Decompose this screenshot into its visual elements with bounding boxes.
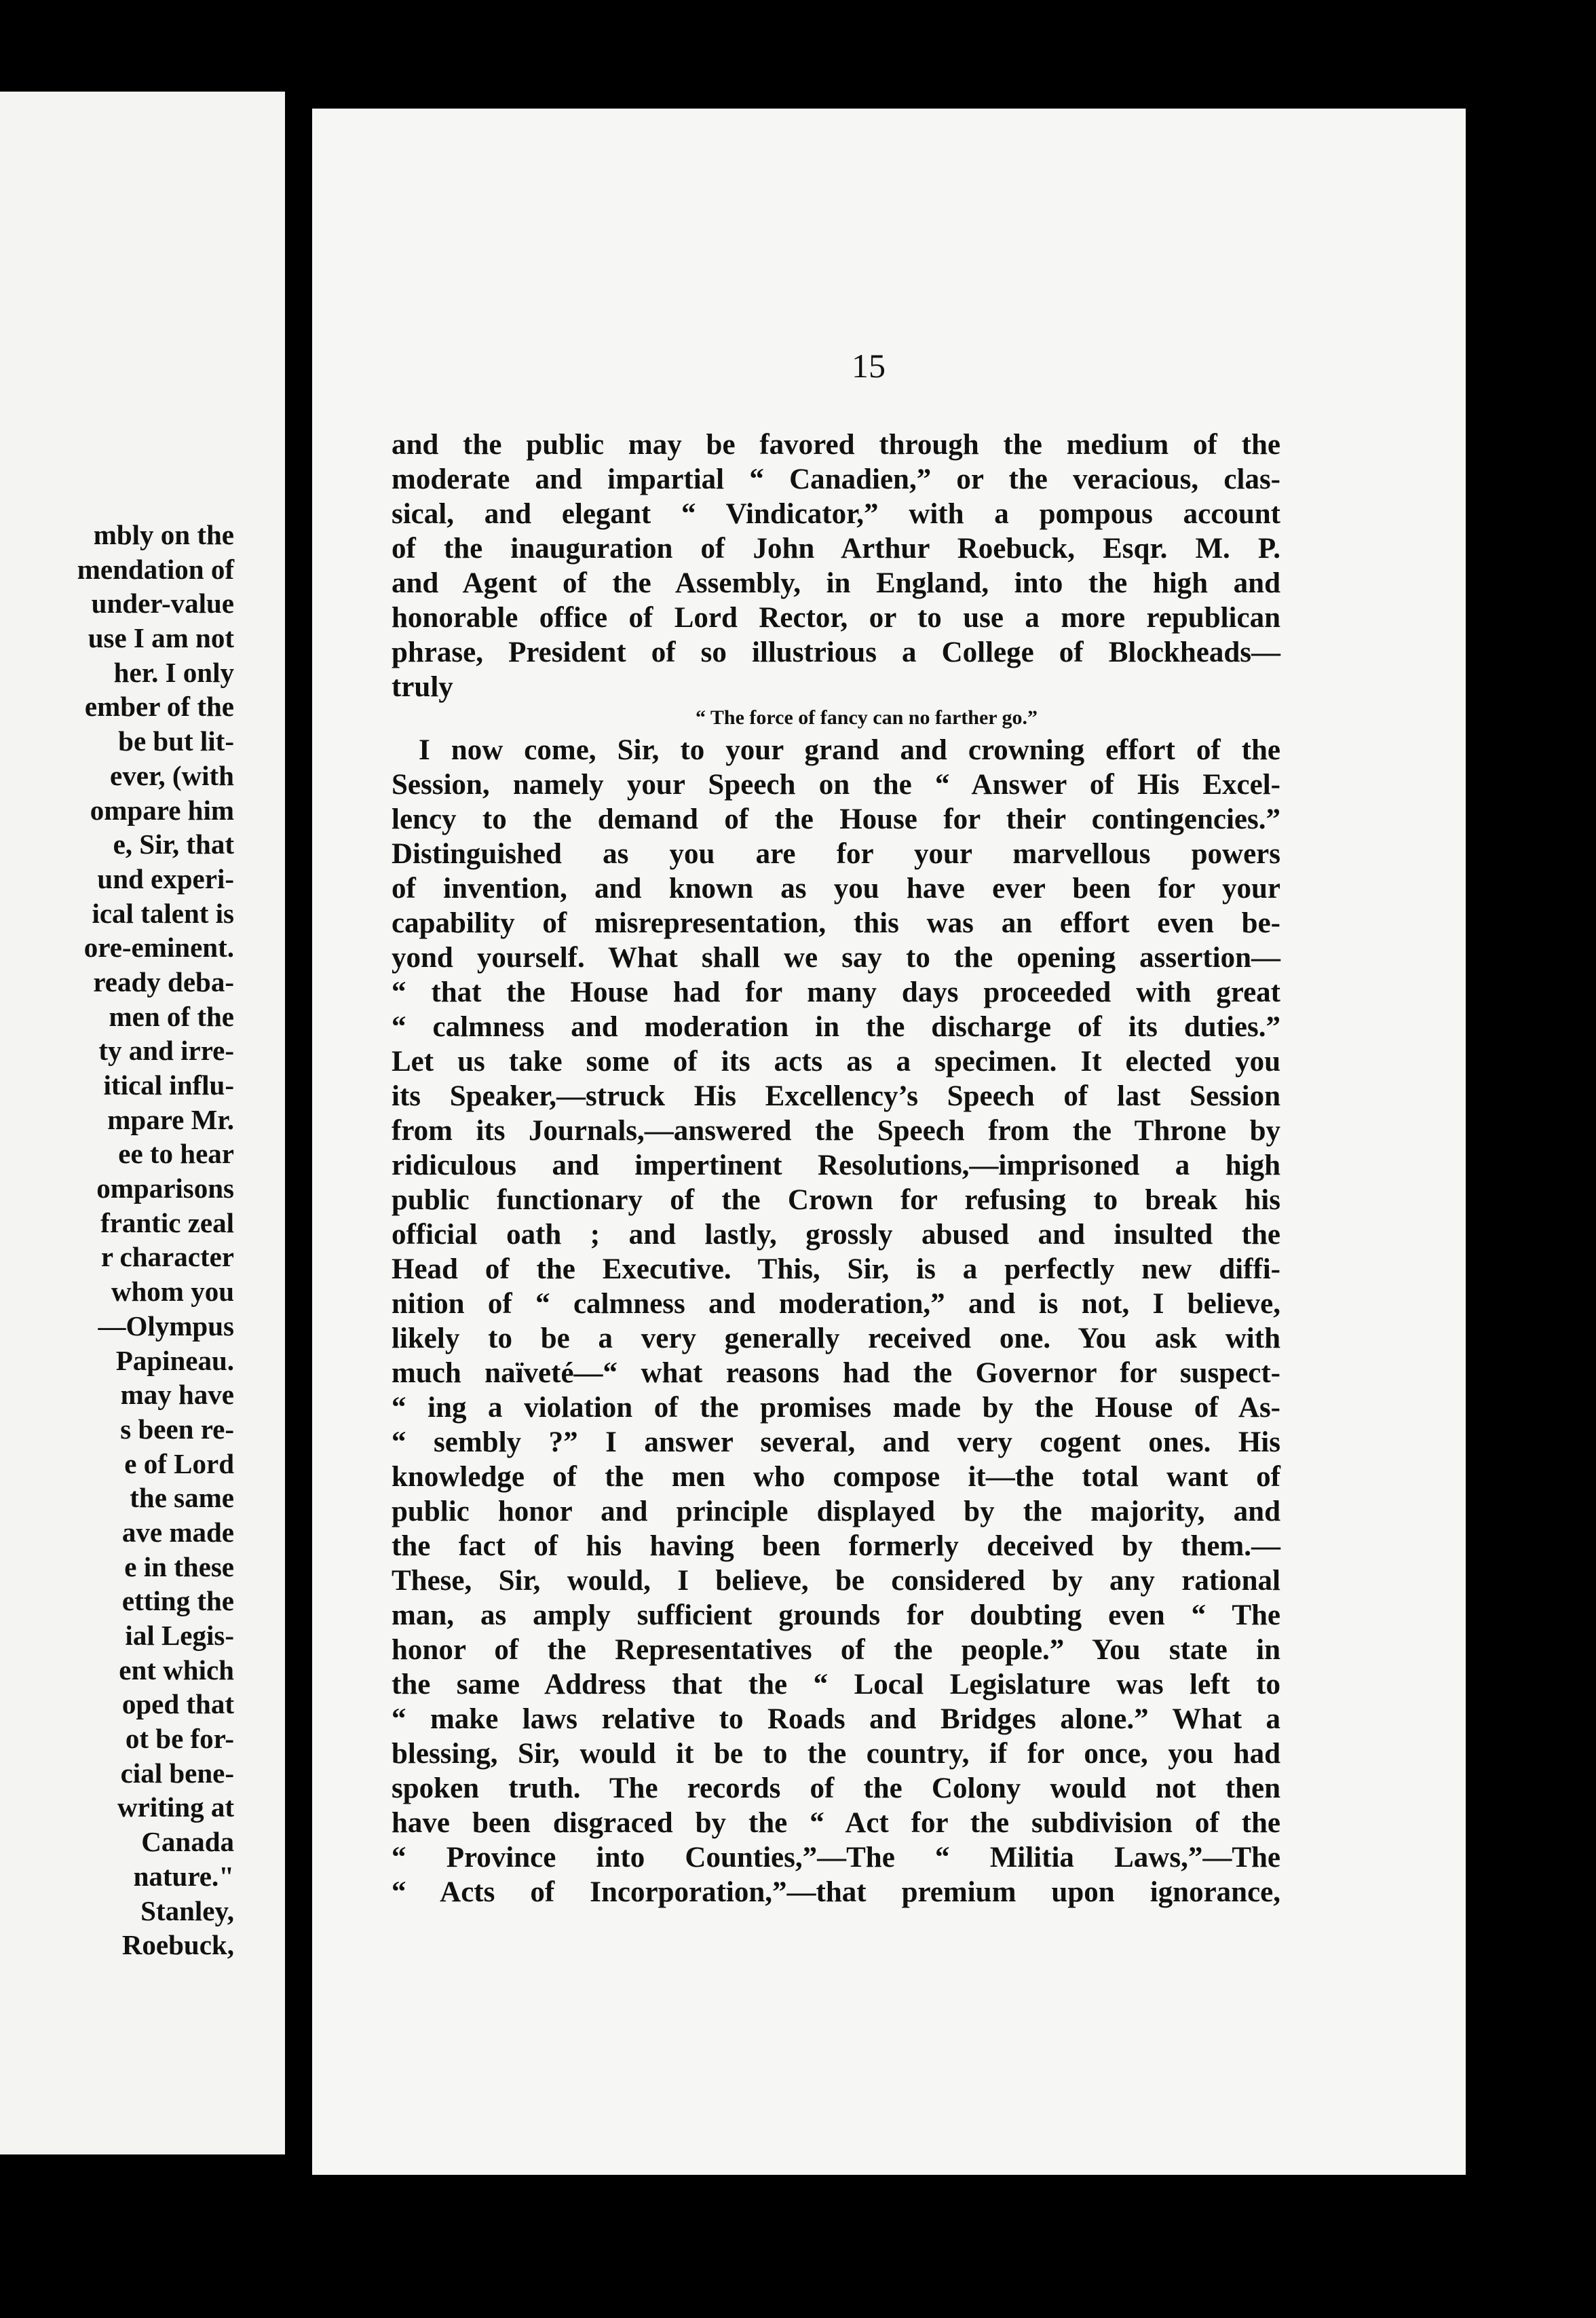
- left-text-line: etting the: [121, 1585, 234, 1617]
- left-text-line: ical talent is: [92, 897, 234, 929]
- left-text-line: mbly on the: [93, 519, 234, 550]
- left-text-line: the same: [130, 1482, 234, 1514]
- text-line: likely to be a very generally received one. You ask with: [392, 1323, 1280, 1354]
- text-line: man, as amply sufficient grounds for doubting even “ The: [392, 1599, 1280, 1631]
- text-line: Head of the Executive. This, Sir, is a perfectly new diffi-: [392, 1253, 1280, 1285]
- text-line: “ make laws relative to Roads and Bridges alone.” What a: [392, 1703, 1280, 1735]
- text-line: capability of misrepresentation, this was an effort even be-: [392, 907, 1280, 939]
- paragraph-continued: [392, 428, 1280, 704]
- text-line: “ sembly ?” I answer several, and very cogent ones. His: [392, 1426, 1280, 1458]
- text-line: of the inauguration of John Arthur Roebuck, Esqr. M. P.: [392, 533, 1280, 565]
- paragraph-main: [392, 733, 1280, 1910]
- left-text-line: under-value: [91, 588, 234, 620]
- text-line: spoken truth. The records of the Colony would not then: [392, 1772, 1280, 1804]
- left-text-line: oped that: [121, 1688, 234, 1720]
- left-text-line: ave made: [121, 1516, 234, 1548]
- left-text-line: omparisons: [96, 1173, 234, 1204]
- left-text-line: her. I only: [113, 656, 234, 688]
- text-line: “ calmness and moderation in the discharge of its duties.”: [392, 1011, 1280, 1043]
- text-line: phrase, President of so illustrious a College of Blockheads—: [392, 636, 1280, 668]
- left-text-line: nature.": [133, 1860, 234, 1892]
- left-text-line: e, Sir, that: [113, 829, 234, 860]
- left-text-line: ore-eminent.: [83, 932, 234, 964]
- text-line: moderate and impartial “ Canadien,” or the veracious, clas-: [392, 463, 1280, 495]
- text-line: public honor and principle displayed by the majority, and: [392, 1496, 1280, 1527]
- text-line: Let us take some of its acts as a specimen. It elected you: [392, 1046, 1280, 1078]
- text-line: public functionary of the Crown for refusing to break his: [392, 1184, 1280, 1216]
- left-text-line: cial bene-: [120, 1757, 234, 1789]
- text-line: honorable office of Lord Rector, or to use a more republican: [392, 602, 1280, 634]
- left-text-line: Stanley,: [140, 1895, 234, 1926]
- text-line: sical, and elegant “ Vindicator,” with a pompous account: [392, 498, 1280, 530]
- left-text-line: mpare Mr.: [107, 1103, 234, 1135]
- text-line: “ Province into Counties,”—The “ Militia Laws,”—The: [392, 1842, 1280, 1874]
- text-line: much naïveté—“ what reasons had the Governor for suspect-: [392, 1357, 1280, 1389]
- text-line: its Speaker,—struck His Excellency’s Speech of last Session: [392, 1080, 1280, 1112]
- text-line: the fact of his having been formerly deceived by them.—: [392, 1530, 1280, 1562]
- left-text-line: und experi-: [97, 862, 234, 894]
- text-line: Distinguished as you are for your marvellous powers: [392, 838, 1280, 870]
- left-text-line: ember of the: [84, 691, 234, 723]
- left-text-line: ompare him: [90, 794, 234, 826]
- left-text-line: Canada: [141, 1826, 234, 1858]
- left-text-line: be but lit-: [118, 725, 234, 757]
- left-page-text: [0, 518, 234, 1962]
- text-line: Session, namely your Speech on the “ Answer of His Excel-: [392, 769, 1280, 801]
- left-text-line: —Olympus: [98, 1310, 234, 1342]
- left-text-line: writing at: [117, 1791, 234, 1823]
- left-text-line: s been re-: [120, 1413, 234, 1445]
- left-text-line: ty and irre-: [98, 1035, 234, 1067]
- text-line: yond yourself. What shall we say to the opening assertion—: [392, 942, 1280, 974]
- text-line: ridiculous and impertinent Resolutions,—imprisoned a high: [392, 1150, 1280, 1181]
- text-line: These, Sir, would, I believe, be considered by any rational: [392, 1565, 1280, 1597]
- left-text-line: ot be for-: [125, 1723, 234, 1755]
- left-text-line: frantic zeal: [100, 1206, 234, 1238]
- left-text-line: ready deba-: [93, 966, 234, 998]
- quotation: “ The force of fancy can no farther go.”: [695, 706, 1038, 729]
- text-line: honor of the Representatives of the people.” You state in: [392, 1634, 1280, 1666]
- text-line: “ ing a violation of the promises made by the House of As-: [392, 1392, 1280, 1424]
- left-text-line: Roebuck,: [121, 1929, 234, 1961]
- text-line: I now come, Sir, to your grand and crowning effort of the: [419, 734, 1280, 766]
- right-page: [312, 109, 1466, 2175]
- left-text-line: whom you: [111, 1276, 234, 1308]
- left-text-line: itical influ-: [103, 1069, 234, 1101]
- text-line: from its Journals,—answered the Speech from the Throne by: [392, 1115, 1280, 1147]
- text-line: have been disgraced by the “ Act for the subdivision of the: [392, 1807, 1280, 1839]
- text-line: knowledge of the men who compose it—the total want of: [392, 1461, 1280, 1493]
- text-line: truly: [392, 671, 453, 703]
- text-line: official oath ; and lastly, grossly abused and insulted the: [392, 1219, 1280, 1251]
- left-text-line: e of Lord: [124, 1447, 234, 1479]
- left-text-line: may have: [120, 1379, 234, 1411]
- text-line: the same Address that the “ Local Legislature was left to: [392, 1669, 1280, 1700]
- page-number: 15: [852, 347, 886, 385]
- left-text-line: e in these: [124, 1551, 234, 1582]
- body-text: [392, 428, 1280, 1910]
- left-page-fragment: [0, 92, 285, 2154]
- page-gutter: [285, 0, 312, 2318]
- text-line: “ that the House had for many days proceeded with great: [392, 976, 1280, 1008]
- left-text-line: ial Legis-: [125, 1620, 234, 1651]
- text-line: and the public may be favored through the medium of the: [392, 429, 1280, 461]
- text-line: of invention, and known as you have ever been for your: [392, 873, 1280, 905]
- left-text-line: Papineau.: [115, 1344, 234, 1376]
- text-line: “ Acts of Incorporation,”—that premium upon ignorance,: [392, 1876, 1280, 1908]
- text-line: lency to the demand of the House for their contingencies.”: [392, 803, 1280, 835]
- left-text-line: men of the: [109, 1000, 234, 1032]
- left-text-line: use I am not: [88, 622, 234, 654]
- text-line: blessing, Sir, would it be to the country, if for once, you had: [392, 1738, 1280, 1770]
- left-text-line: ever, (with: [110, 759, 234, 791]
- text-line: and Agent of the Assembly, in England, into the high and: [392, 567, 1280, 599]
- left-text-line: ent which: [119, 1654, 234, 1686]
- text-line: nition of “ calmness and moderation,” and is not, I believe,: [392, 1288, 1280, 1320]
- left-text-line: ee to hear: [118, 1138, 234, 1170]
- left-text-line: mendation of: [77, 553, 234, 585]
- left-text-line: r character: [100, 1241, 234, 1273]
